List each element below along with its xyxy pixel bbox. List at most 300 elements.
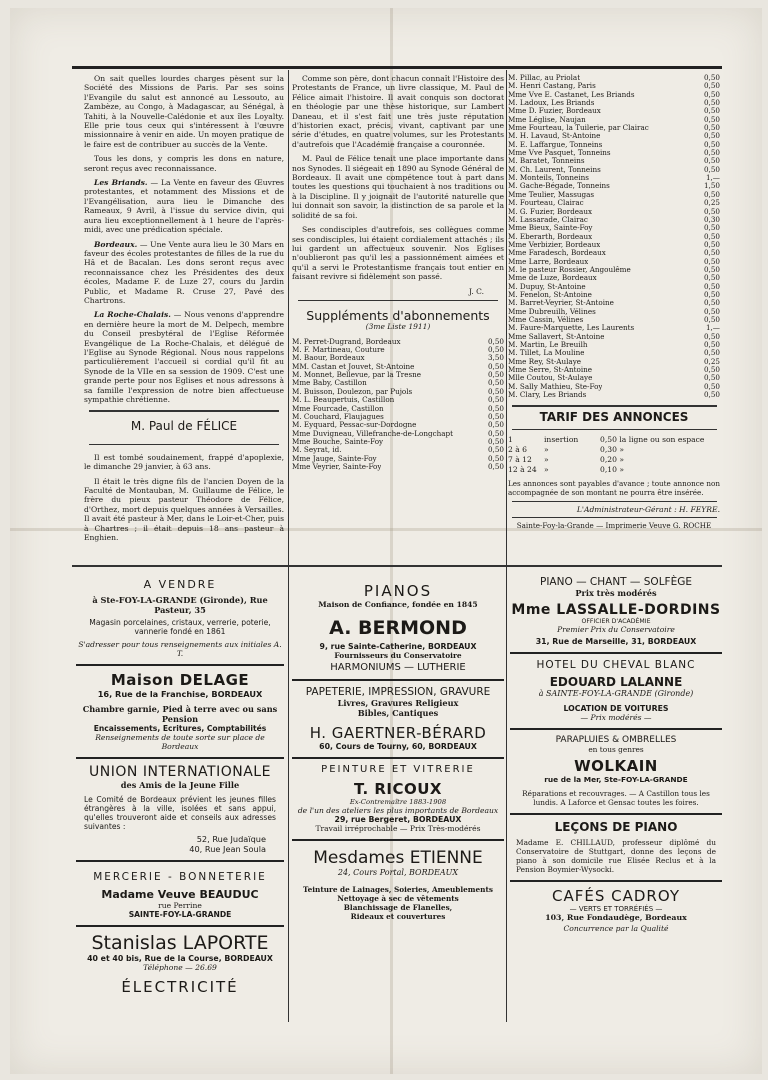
- gaertner-address: 60, Cours de Tourny, 60, BORDEAUX: [319, 742, 477, 751]
- cafes-line-1: Concurrence par la Qualité: [563, 924, 669, 933]
- mercerie-street: rue Perrine: [158, 901, 202, 910]
- laporte-phone: Téléphone — 26.69: [143, 963, 217, 972]
- column-2: [292, 74, 504, 471]
- mercerie-title: MERCERIE - BONNETERIE: [93, 871, 267, 883]
- papeterie-title: PAPETERIE, IMPRESSION, GRAVURE: [305, 686, 491, 698]
- list-item-amount: 0,50: [487, 345, 504, 355]
- list-item: [508, 349, 720, 357]
- list-item-amount: 0,50: [703, 106, 720, 116]
- list-item-name: Mme Jauge, Sainte-Foy: [292, 454, 377, 463]
- list-item: [508, 116, 720, 124]
- list-item-amount: 3,50: [487, 353, 504, 363]
- list-item-amount: 0,50: [703, 123, 720, 133]
- list-item: [508, 274, 720, 282]
- parapluies-subtitle: en tous genres: [588, 745, 644, 754]
- supplements-list-continued: [508, 74, 720, 399]
- delage-name: Maison DELAGE: [110, 671, 250, 689]
- union-subtitle: des Amis de la Jeune Fille: [120, 780, 240, 790]
- dons-paragraph: Tous les dons, y compris les dons en nature, seront reçus avec reconnaissance.: [84, 154, 284, 173]
- piano-title: PIANO — CHANT — SOLFÈGE: [540, 576, 692, 588]
- laporte-name: Stanislas LAPORTE: [91, 932, 269, 954]
- list-item-amount: 0,50: [487, 403, 504, 413]
- list-item-amount: 0,50: [703, 223, 720, 233]
- list-item: [292, 388, 504, 396]
- felice-paragraph-3: Comme son père, dont chacun connaît l'Histoire des Protestants de France, un livre classique, M. Paul de Félice aimait l'histoire. Il avait conquis son doctorat en théologie par une thèse historique, sur Lambert Daneau, et il s'est fait une très juste réputation d'historien exact, précis, vivant, captivant par une série d'études, en quatre volumes, sur les Protestants d'autrefois que l'Académie française a couronnée.: [292, 74, 505, 149]
- list-item: [508, 174, 720, 182]
- list-item: [292, 363, 504, 371]
- list-item-name: Mme Faradesch, Bordeaux: [508, 249, 606, 258]
- list-item-name: Mme Léglise, Naujan: [508, 115, 586, 124]
- union-text: Le Comité de Bordeaux prévient les jeunes filles étrangères à la ville, isolées et sans appui, qu'elles trouveront aide et conseils aux adresses suivantes :: [84, 795, 276, 831]
- list-item: [508, 316, 720, 324]
- list-item-amount: 0,50: [487, 420, 504, 430]
- list-item-amount: 0,50: [487, 395, 504, 405]
- list-item-amount: 1,—: [705, 323, 720, 333]
- ads-column-3: [510, 567, 722, 937]
- list-item-name: M. G. Fuzier, Bordeaux: [508, 207, 593, 216]
- list-item-amount: 0,50: [703, 390, 720, 400]
- lassalle-name: Mme LASSALLE-DORDINS: [511, 602, 721, 618]
- briands-text: — La Vente en faveur des Œuvres protestantes, et notamment des Missions et de l'Evangélisation, aura lieu le Dimanche des Rameaux, 9 Avril, à l'issue du service divin, qui aura lieu exceptionnellement à 1 heure de l'après-midi, avec une prédication spéciale.: [84, 178, 284, 235]
- papeterie-line-2: Bibles, Cantiques: [357, 708, 439, 718]
- list-item: [508, 74, 720, 82]
- ricoux-address: 29, rue Bergeret, BORDEAUX: [334, 815, 462, 824]
- list-item-name: Mme Vve E. Castanet, Les Briands: [508, 90, 635, 99]
- bordeaux-text: — Une Vente aura lieu le 30 Mars en faveur des écoles protestantes de filles de la rue du Hâ et de Bacalan. Les dons seront reçus avec reconnaissance chez les Présidentes des deux écoles, Madame F. de Luze 27, cours du Jardin Public, et Madame R. Cruse 27, Pavé des Chartrons.: [84, 239, 284, 305]
- hotel-name: EDOUARD LALANNE: [549, 675, 683, 689]
- list-item-name: M. Baour, Bordeaux: [292, 354, 365, 363]
- list-item: [508, 291, 720, 299]
- list-item-name: M. Monteils, Tonneins: [508, 174, 589, 183]
- lassalle-address: 31, Rue de Marseille, 31, BORDEAUX: [535, 637, 697, 646]
- list-item-name: M. Sally Mathieu, Ste-Foy: [508, 382, 603, 391]
- list-item-name: Mme Sallavert, St-Antoine: [508, 332, 605, 341]
- list-item-amount: 0,50: [703, 264, 720, 274]
- list-item-amount: 0,50: [487, 378, 504, 388]
- vitrerie-title: PEINTURE ET VITRERIE: [321, 764, 475, 775]
- supplements-title: Suppléments d'abonnements: [306, 307, 490, 323]
- etienne-line-4: Rideaux et couvertures: [350, 912, 446, 921]
- missions-paragraph: On sait quelles lourdes charges pèsent sur la Société des Missions de Paris. Par ses soins l'Evangile du salut est annoncé au Lessouto, au Zambèze, au Congo, à Madagascar, au Sénégal, à Tahiti, à la Nouvelle-Calédonie et aux îles Loyalty. Elle prie tous ceux qui s'intéressent à l'œuvre missionnaire à venir en aide. Un moyen pratique de le faire est de contribuer au succès de la Vente.: [84, 74, 284, 149]
- tarif-cell: 0,20 »: [600, 454, 624, 464]
- list-item: [508, 124, 720, 132]
- list-item: [508, 324, 720, 332]
- hotel-line-1: LOCATION DE VOITURES: [563, 704, 669, 713]
- tarif-row: [508, 445, 720, 455]
- pianos-title: PIANOS: [363, 582, 433, 600]
- list-item-amount: 0,30: [703, 214, 720, 224]
- list-item-name: Mme Dubreuilh, Vélines: [508, 307, 596, 316]
- list-item-name: M. Clary, Les Briands: [508, 391, 587, 400]
- etienne-line-2: Nettoyage à sec de vêtements: [337, 894, 459, 903]
- ad-wolkain: [510, 732, 722, 811]
- ad-etienne: [292, 843, 504, 925]
- list-item-name: M. Perret-Dugrand, Bordeaux: [292, 337, 401, 346]
- list-item-name: M. Pillac, au Priolat: [508, 74, 581, 82]
- list-item-amount: 0,25: [703, 356, 720, 366]
- list-item: [508, 258, 720, 266]
- list-item: [292, 396, 504, 404]
- list-item-name: M. Ch. Laurent, Tonneins: [508, 165, 601, 174]
- briands-paragraph: [84, 178, 284, 234]
- list-item-amount: 0,50: [487, 361, 504, 371]
- bermond-address: 9, rue Sainte-Catherine, BORDEAUX: [319, 642, 477, 651]
- list-item-amount: 0,50: [487, 453, 504, 463]
- list-item-name: M. F. Martineau, Couture: [292, 346, 385, 355]
- list-item-name: Mme Fourteau, la Tuilerie, par Clairac: [508, 124, 649, 133]
- ad-lecons: [510, 817, 722, 878]
- cafes-subtitle: — VERTS ET TORRÉFIÉS —: [569, 905, 663, 913]
- hotel-line-2: — Prix modérés —: [580, 713, 652, 722]
- list-item-name: M. H. Lavaud, St-Antoine: [508, 132, 601, 141]
- list-item: [292, 354, 504, 362]
- list-item-amount: 0,50: [703, 289, 720, 299]
- bordeaux-heading: Bordeaux.: [94, 239, 138, 249]
- delage-line-1: Chambre garnie, Pied à terre avec ou sans Pension: [82, 704, 278, 724]
- ad-a-vendre: [76, 567, 284, 662]
- vendre-title: A VENDRE: [143, 578, 217, 591]
- delage-address: 16, Rue de la Franchise, BORDEAUX: [97, 689, 263, 699]
- pianos-subtitle: Maison de Confiance, fondée en 1845: [318, 600, 478, 609]
- union-address-1: 52, Rue Judaïque: [196, 834, 266, 844]
- tarif-cell: 12 à 24: [508, 464, 537, 474]
- tarif-cell: 1: [508, 434, 513, 444]
- tarif-row: [508, 455, 720, 465]
- lassalle-title-1: OFFICIER D'ACADÉMIE: [581, 618, 651, 625]
- list-item-amount: 0,50: [703, 256, 720, 266]
- list-item-name: Mme Rey, St-Aulaye: [508, 357, 582, 366]
- bermond-note: Fournisseurs du Conservatoire: [334, 651, 462, 660]
- list-item: [292, 463, 504, 471]
- list-item-name: M. Buisson, Doulezon, par Pujols: [292, 387, 413, 396]
- list-item-name: Mme Cassin, Vélines: [508, 315, 584, 324]
- bermond-name: A. BERMOND: [329, 617, 467, 639]
- tarif-cell: »: [544, 444, 549, 454]
- list-item-amount: 0,50: [703, 231, 720, 241]
- list-item: [508, 308, 720, 316]
- ad-union: [76, 761, 284, 858]
- list-item-amount: 0,50: [703, 81, 720, 91]
- list-item-amount: 0,50: [703, 348, 720, 358]
- list-item-amount: 0,50: [703, 281, 720, 291]
- vendre-contact: S'adresser pour tous renseignements aux initiales A. T.: [78, 640, 282, 658]
- list-item: [508, 358, 720, 366]
- section-rule-4: [512, 405, 717, 407]
- laporte-trade: ÉLECTRICITÉ: [121, 978, 239, 996]
- list-item: [508, 149, 720, 157]
- list-item-amount: 0,50: [703, 89, 720, 99]
- list-item: [508, 208, 720, 216]
- laporte-address: 40 et 40 bis, Rue de la Course, BORDEAUX: [87, 954, 273, 963]
- list-item-amount: 0,50: [703, 381, 720, 391]
- tarif-table: [508, 435, 720, 475]
- list-item-name: M. Baratet, Tonneins: [508, 157, 585, 166]
- list-item-name: M. Eyquard, Pessac-sur-Dordogne: [292, 421, 417, 430]
- column-rule-2: [506, 70, 507, 1022]
- ricoux-subtitle: Ex-Contremaître 1883-1908: [349, 798, 447, 806]
- list-item: [508, 241, 720, 249]
- vendre-address: à Ste-FOY-LA-GRANDE (Gironde), Rue Pasteur, 35: [92, 595, 268, 615]
- list-item: [292, 455, 504, 463]
- lecons-title: LEÇONS DE PIANO: [554, 820, 678, 834]
- list-item-name: M. Fenelon, St-Antoine: [508, 290, 592, 299]
- administrator: L'Administrateur-Gérant : H. FEYRE.: [576, 504, 720, 514]
- list-item: [292, 346, 504, 354]
- bordeaux-paragraph: [84, 240, 284, 306]
- ad-lassalle: [510, 567, 722, 650]
- list-item: [508, 132, 720, 140]
- section-rule-2: [89, 444, 279, 445]
- etienne-address: 24, Cours Portal, BORDEAUX: [337, 868, 459, 877]
- union-name: UNION INTERNATIONALE: [89, 764, 271, 780]
- list-item-amount: 1,50: [703, 181, 720, 191]
- list-item-name: Mme Verbizier, Bordeaux: [508, 240, 601, 249]
- felice-paragraph-4: M. Paul de Félice tenait une place importante dans nos Synodes. Il siégeait en 1890 au Synode Général de Bordeaux. Il avait une compétence tout à part dans toutes les questions qui touchaient à nos traditions ou à la Discipline. Il y joignait de l'autorité naturelle que lui donnait son savoir, la distinction de sa parole et la solidité de sa foi.: [292, 154, 504, 220]
- tarif-note: Les annonces sont payables d'avance ; toute annonce non accompagnée de son montant ne pourra être insérée.: [508, 478, 720, 497]
- list-item: [508, 391, 720, 399]
- list-item-name: Mme Bouche, Sainte-Foy: [292, 437, 384, 446]
- list-item-name: M. E. Laffargue, Tonneins: [508, 140, 603, 149]
- list-item-amount: 0,50: [487, 370, 504, 380]
- list-item-amount: 0,50: [487, 461, 504, 471]
- list-item-amount: 0,50: [487, 386, 504, 396]
- list-item: [292, 421, 504, 429]
- list-item: [508, 199, 720, 207]
- roche-chalais-heading: La Roche-Chalais.: [94, 310, 171, 320]
- section-rule-3: [298, 300, 498, 301]
- tarif-cell: »: [544, 454, 549, 464]
- list-item-name: M. Monnet, Bellevue, par la Tresne: [292, 371, 422, 380]
- top-rule: [72, 66, 722, 69]
- list-item: [508, 99, 720, 107]
- list-item: [508, 383, 720, 391]
- tarif-cell: 0,10 »: [600, 464, 624, 474]
- list-item-name: M. Barret-Veyrier, St-Antoine: [508, 299, 614, 308]
- newspaper-page: [72, 62, 722, 1022]
- list-item-name: Mme D. Fuzier, Bordeaux: [508, 107, 601, 116]
- list-item: [508, 107, 720, 115]
- ad-cafes: [510, 884, 722, 937]
- printer-line: Sainte-Foy-la-Grande — Imprimerie Veuve G. ROCHE: [516, 520, 712, 530]
- list-item: [292, 405, 504, 413]
- lecons-text: Madame E. CHILLAUD, professeur diplômé du Conservatoire de Stuttgart, donne des leçons de piano à son domicile rue Elisée Reclus et à la Pension Boymier-Wysocki.: [516, 838, 716, 874]
- list-item: [508, 157, 720, 165]
- list-item-amount: 0,50: [487, 411, 504, 421]
- list-item-name: M. Seyrat, id.: [292, 446, 342, 455]
- list-item: [292, 430, 504, 438]
- felice-paragraph-5: Ses condisciples d'autrefois, ses collègues comme ses condisciples, lui étaient cordialement attachés ; ils lui gardent un affectueux souvenir. Nos Eglises n'oublieront pas qu'il les a passionnément aimées et qu'il a servi le Protestantisme français tout entier en faisant revivre si fidèlement son passé.: [292, 225, 504, 282]
- list-item: [508, 341, 720, 349]
- column-1: [84, 74, 284, 547]
- list-item-amount: 0,50: [703, 248, 720, 258]
- list-item-name: M. le pasteur Rossier, Angoulême: [508, 265, 631, 274]
- list-item-amount: 0,50: [703, 148, 720, 158]
- mercerie-name: Madame Veuve BEAUDUC: [101, 888, 259, 901]
- list-item-name: M. Martin, Le Breuilh: [508, 341, 588, 349]
- wolkain-line-1: Réparations et recouvrages. — A Castillon tous les lundis. A Laforce et Gensac toutes les foires.: [522, 789, 710, 807]
- section-rule-5: [512, 429, 717, 430]
- list-item-amount: 0,50: [703, 73, 720, 82]
- list-item-amount: 0,50: [703, 114, 720, 124]
- list-item-name: Mme Serre, St-Antoine: [508, 366, 593, 375]
- hotel-city: à SAINTE-FOY-LA-GRANDE (Gironde): [538, 689, 694, 698]
- list-item-amount: 0,50: [703, 298, 720, 308]
- list-item-name: Mme Bieux, Sainte-Foy: [508, 224, 593, 233]
- list-item-amount: 0,50: [703, 239, 720, 249]
- list-item-name: Mme de Luze, Bordeaux: [508, 274, 597, 283]
- list-item: [292, 371, 504, 379]
- list-item: [508, 366, 720, 374]
- supplements-list: [292, 338, 504, 472]
- list-item: [292, 379, 504, 387]
- ads-column-1: [76, 567, 284, 1000]
- list-item-name: Mme Larre, Bordeaux: [508, 257, 589, 266]
- list-item-amount: 1,—: [705, 173, 720, 183]
- list-item-name: Mme Baby, Castillon: [292, 379, 367, 388]
- list-item-amount: 0,50: [703, 373, 720, 383]
- list-item-name: MM. Castan et Jouvet, St-Antoine: [292, 362, 415, 371]
- ad-laporte: [76, 929, 284, 1000]
- list-item: [508, 233, 720, 241]
- list-item-amount: 0,50: [703, 206, 720, 216]
- column-3: [508, 74, 720, 530]
- list-item: [508, 333, 720, 341]
- list-item: [508, 249, 720, 257]
- list-item-name: Mme Fourcade, Castillon: [292, 404, 384, 413]
- mercerie-city: SAINTE-FOY-LA-GRANDE: [128, 910, 232, 919]
- list-item-amount: 0,50: [703, 340, 720, 349]
- list-item: [508, 82, 720, 90]
- supplements-subtitle: (3me Liste 1911): [365, 322, 431, 332]
- list-item: [508, 91, 720, 99]
- parapluies-title: PARAPLUIES & OMBRELLES: [555, 735, 677, 745]
- union-address-2: 40, Rue Jean Soula: [189, 844, 266, 854]
- hotel-title: HOTEL DU CHEVAL BLANC: [536, 659, 696, 671]
- list-item: [292, 413, 504, 421]
- piano-prix: Prix très modérés: [575, 588, 657, 598]
- list-item-name: M. Henri Castang, Paris: [508, 82, 596, 91]
- list-item-name: M. Tillet, La Mouline: [508, 349, 585, 358]
- list-item-name: Mme Teulier, Massugas: [508, 190, 595, 199]
- wolkain-name: WOLKAIN: [574, 757, 658, 775]
- etienne-line-1: Teinture de Lainages, Soieries, Ameublements: [303, 885, 493, 894]
- list-item-name: M. Ladoux, Les Briands: [508, 99, 595, 108]
- list-item-name: M. Couchard, Flaujagues: [292, 412, 384, 421]
- section-rule: [89, 410, 279, 412]
- list-item-amount: 0,50: [703, 365, 720, 375]
- list-item-name: M. Fourteau, Clairac: [508, 199, 584, 208]
- felice-paragraph-2: Il était le très digne fils de l'ancien Doyen de la Faculté de Montauban, M. Guillaume de Félice, le frère du pieux pasteur Théodore de Félice, d'Orthez, mort depuis quelques années à Versailles. Il avait été pasteur à Mer, dans le Loir-et-Cher, puis à Chartres ; il était depuis 18 ans pasteur à Enghien.: [84, 476, 284, 543]
- list-item: [508, 266, 720, 274]
- list-item-name: Mme Veyrier, Sainte-Foy: [292, 462, 382, 471]
- tarif-cell: »: [544, 464, 549, 474]
- list-item: [508, 182, 720, 190]
- wolkain-address: rue de la Mer, Ste-FOY-LA-GRANDE: [544, 775, 688, 784]
- delage-line-2: Encaissements, Ecritures, Comptabilités: [93, 724, 267, 733]
- felice-title: M. Paul de FÉLICE: [130, 419, 238, 434]
- list-item-name: M. Dupuy, St-Antoine: [508, 282, 586, 291]
- tarif-cell: insertion: [544, 434, 579, 444]
- cafes-address: 103, Rue Fondaudège, Bordeaux: [545, 913, 687, 922]
- column-rule-1: [288, 70, 289, 1022]
- gaertner-name: H. GAERTNER-BÉRARD: [309, 724, 487, 742]
- tarif-cell: 7 à 12: [508, 454, 532, 464]
- list-item: [508, 374, 720, 382]
- list-item: [292, 446, 504, 454]
- roche-chalais-paragraph: [84, 310, 284, 404]
- roche-chalais-text: — Nous venons d'apprendre en dernière heure la mort de M. Delpech, membre du Conseil presbytéral de l'Eglise Réformée Evangélique de La Roche-Chalais, et délégué de l'Eglise au Synode Régional. Nous nous rappelons particulièrement l'accueil si cordial qu'il fit au Synode de la VIIe en sa session de 1909. C'est une grande perte pour nos Eglises et nous adressons à sa famille l'expression de notre bien affectueuse sympathie chrétienne.: [84, 310, 284, 404]
- list-item: [508, 283, 720, 291]
- list-item-name: M. Gache-Bégade, Tonneins: [508, 182, 610, 191]
- vendre-description: Magasin porcelaines, cristaux, verrerie, poterie, vannerie fondé en 1861: [89, 618, 271, 636]
- list-item-name: Mme Duvigneau, Villefranche-de-Longchapt: [292, 429, 454, 438]
- author-signature: J. C.: [468, 286, 484, 296]
- list-item: [508, 216, 720, 224]
- list-item: [292, 438, 504, 446]
- list-item-amount: 0,50: [703, 306, 720, 316]
- list-item-amount: 0,50: [703, 164, 720, 174]
- etienne-name: Mesdames ETIENNE: [313, 848, 483, 868]
- list-item: [508, 299, 720, 307]
- list-item: [508, 224, 720, 232]
- list-item: [508, 191, 720, 199]
- ad-hotel: [510, 656, 722, 726]
- list-item-amount: 0,50: [703, 314, 720, 324]
- list-item-amount: 0,50: [703, 331, 720, 341]
- papeterie-line-1: Livres, Gravures Religieux: [337, 698, 459, 708]
- tarif-cell: 2 à 6: [508, 444, 528, 454]
- tarif-row: [508, 435, 720, 445]
- ad-delage: [76, 668, 284, 755]
- list-item-name: Mlle Coutou, St-Aulaye: [508, 374, 593, 383]
- list-item-amount: 0,50: [487, 336, 504, 346]
- list-item-amount: 0,50: [703, 273, 720, 283]
- bermond-trade: HARMONIUMS — LUTHERIE: [330, 662, 466, 673]
- list-item-name: M. Lassarade, Clairac: [508, 215, 588, 224]
- ad-mercerie: [76, 864, 284, 923]
- ricoux-name: T. RICOUX: [353, 780, 442, 798]
- ad-ricoux: [292, 761, 504, 837]
- tarif-title: TARIF DES ANNONCES: [539, 410, 689, 425]
- cafes-title: CAFÉS CADROY: [552, 887, 680, 905]
- ricoux-line-1: de l'un des ateliers les plus importants de Bordeaux: [297, 806, 499, 815]
- briands-heading: Les Briands.: [94, 178, 148, 188]
- list-item-amount: 0,50: [703, 131, 720, 141]
- ads-column-2: [292, 567, 504, 925]
- ad-bermond: [292, 567, 504, 677]
- tarif-row: [508, 465, 720, 475]
- list-item-name: Mme Vve Pasquet, Tonneins: [508, 149, 611, 158]
- list-item-name: M. Eberarth, Bordeaux: [508, 232, 593, 241]
- ad-gaertner: [292, 683, 504, 755]
- list-item-amount: 0,50: [487, 445, 504, 455]
- list-item-amount: 0,50: [703, 98, 720, 108]
- list-item-amount: 0,50: [703, 139, 720, 149]
- list-item: [508, 166, 720, 174]
- list-item: [508, 141, 720, 149]
- list-item-amount: 0,25: [703, 198, 720, 208]
- section-rule-6: [512, 501, 717, 502]
- tarif-cell: 0,30 »: [600, 444, 624, 454]
- lassalle-title-2: Premier Prix du Conservatoire: [557, 625, 675, 634]
- section-rule-7: [512, 517, 717, 518]
- list-item-name: M. Faure-Marquette, Les Laurents: [508, 324, 635, 333]
- list-item-name: M. L. Beaupertuis, Castillon: [292, 396, 395, 405]
- list-item-amount: 0,50: [703, 189, 720, 199]
- delage-line-3: Renseignements de toute sorte sur place de Bordeaux: [95, 733, 265, 751]
- ricoux-line-2: Travail irréprochable — Prix Très-modérés: [315, 824, 481, 833]
- etienne-line-3: Blanchissage de Flanelles,: [343, 903, 453, 912]
